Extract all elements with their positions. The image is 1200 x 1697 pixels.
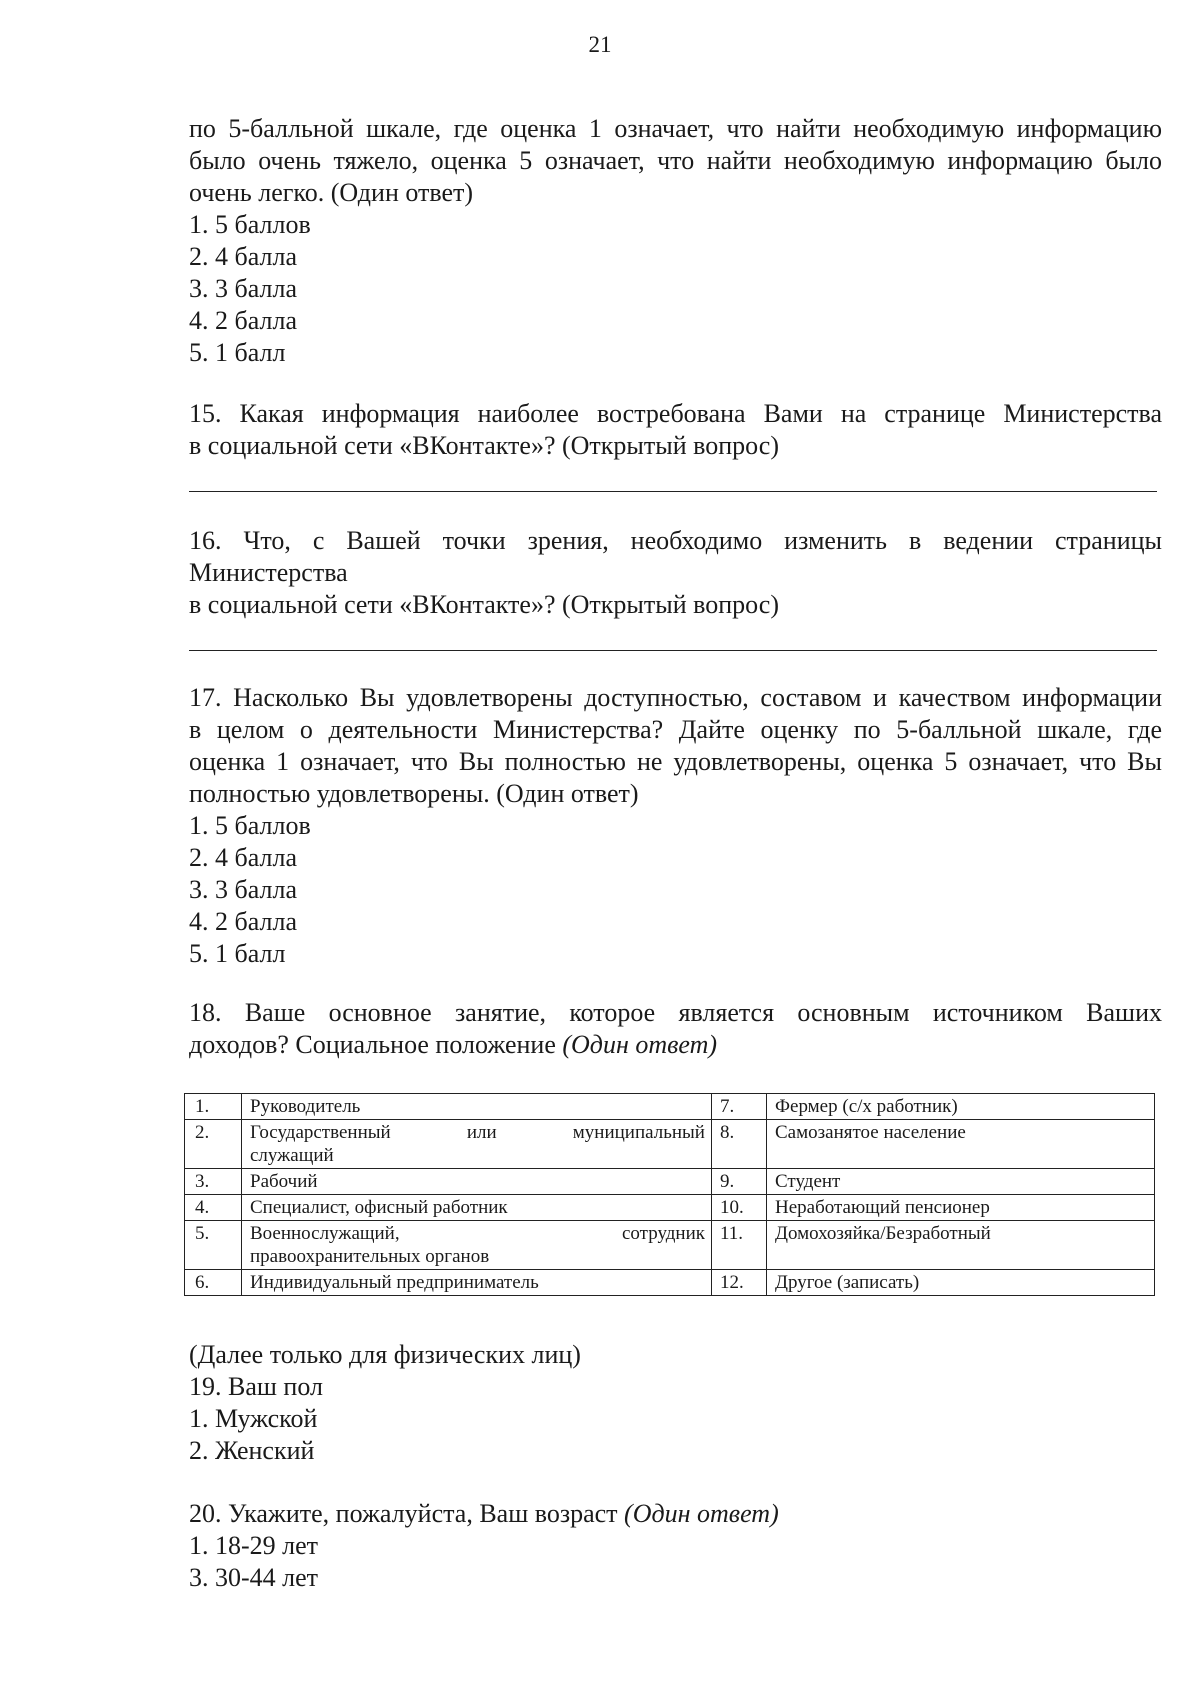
row-number: 9. <box>712 1169 767 1195</box>
answer-option: 2. 4 балла <box>189 242 297 271</box>
table-row <box>185 1120 1155 1169</box>
question-15-text <box>189 398 1162 462</box>
answer-option: 4. 2 балла <box>189 907 297 936</box>
occupation-table <box>184 1093 1155 1296</box>
occupation-cell[interactable]: Неработающий пенсионер <box>767 1195 1155 1221</box>
occupation-cell[interactable]: Самозанятое население <box>767 1120 1155 1169</box>
question-17-line: оценка 1 означает, что Вы полностью не удовлетворены, оценка 5 означает, что Вы <box>189 747 1162 776</box>
question-16-text <box>189 525 1162 621</box>
occupation-cell-word: сотрудник <box>621 1223 705 1244</box>
question-15-line: в социальной сети «ВКонтакте»? (Открытый вопрос) <box>189 431 780 460</box>
occupation-cell[interactable]: Специалист, офисный работник <box>242 1195 712 1221</box>
row-number: 10. <box>712 1195 767 1221</box>
section-note: (Далее только для физических лиц) <box>189 1340 581 1369</box>
question-16-line: 16. Что, с Вашей точки зрения, необходимо изменить в ведении страницы <box>189 526 1162 555</box>
table-row <box>185 1221 1155 1270</box>
answer-option: 2. 4 балла <box>189 843 297 872</box>
question-17-line: полностью удовлетворены. (Один ответ) <box>189 779 639 808</box>
question-20-text <box>189 1498 1162 1594</box>
row-number: 2. <box>185 1120 242 1169</box>
occupation-cell[interactable]: Домохозяйка/Безработный <box>767 1221 1155 1270</box>
answer-option: 5. 1 балл <box>189 939 286 968</box>
row-number: 11. <box>712 1221 767 1270</box>
occupation-cell[interactable]: Студент <box>767 1169 1155 1195</box>
page-number: 21 <box>588 32 612 57</box>
row-number: 5. <box>185 1221 242 1270</box>
question-17-line: 17. Насколько Вы удовлетворены доступностью, составом и качеством информации <box>189 683 1162 712</box>
question-15-line: 15. Какая информация наиболее востребована Вами на странице Министерства <box>189 399 1162 428</box>
answer-hint: (Один ответ) <box>562 1030 718 1059</box>
answer-option: 4. 2 балла <box>189 306 297 335</box>
question-20-title <box>189 1498 1162 1530</box>
question-14-text <box>189 113 1162 369</box>
table-row <box>185 1195 1155 1221</box>
answer-option: 5. 1 балл <box>189 338 286 367</box>
answer-option: 3. 30-44 лет <box>189 1563 319 1592</box>
question-17-text <box>189 682 1162 970</box>
occupation-cell[interactable] <box>242 1221 712 1270</box>
answer-option: 3. 3 балла <box>189 875 297 904</box>
table-row <box>185 1094 1155 1120</box>
occupation-cell-word: или <box>466 1122 497 1143</box>
row-number: 3. <box>185 1169 242 1195</box>
question-14-line: было очень тяжело, оценка 5 означает, что найти необходимую информацию было <box>189 146 1162 175</box>
occupation-cell[interactable]: Рабочий <box>242 1169 712 1195</box>
table-row <box>185 1169 1155 1195</box>
occupation-cell[interactable]: Другое (записать) <box>767 1270 1155 1296</box>
occupation-cell-word: муниципальный <box>572 1122 705 1143</box>
answer-option: 1. Мужской <box>189 1404 318 1433</box>
answer-option: 2. Женский <box>189 1436 315 1465</box>
occupation-cell-line: правоохранительных органов <box>250 1246 490 1267</box>
question-16-line: Министерства <box>189 558 348 587</box>
question-14-line: по 5-балльной шкале, где оценка 1 означает, что найти необходимую информацию <box>189 114 1162 143</box>
answer-line-q15[interactable] <box>189 491 1157 492</box>
answer-option: 3. 3 балла <box>189 274 297 303</box>
occupation-cell[interactable]: Индивидуальный предприниматель <box>242 1270 712 1296</box>
question-14-line: очень легко. (Один ответ) <box>189 178 474 207</box>
question-16-line: в социальной сети «ВКонтакте»? (Открытый вопрос) <box>189 590 780 619</box>
row-number: 7. <box>712 1094 767 1120</box>
answer-line-q16[interactable] <box>189 650 1157 651</box>
occupation-cell-line <box>250 1121 705 1144</box>
question-19-title: 19. Ваш пол <box>189 1372 323 1401</box>
occupation-cell-line <box>250 1222 705 1245</box>
occupation-cell-word: Государственный <box>250 1122 391 1143</box>
answer-option: 1. 18-29 лет <box>189 1531 319 1560</box>
question-18-text <box>189 997 1162 1061</box>
answer-option: 1. 5 баллов <box>189 210 311 239</box>
question-18-line: 18. Ваше основное занятие, которое является основным источником Ваших <box>189 998 1162 1027</box>
answer-option: 1. 5 баллов <box>189 811 311 840</box>
question-18-line <box>189 1029 1162 1061</box>
occupation-cell[interactable] <box>242 1120 712 1169</box>
question-20-title-text: 20. Укажите, пожалуйста, Ваш возраст <box>189 1499 618 1528</box>
row-number: 4. <box>185 1195 242 1221</box>
row-number: 12. <box>712 1270 767 1296</box>
occupation-cell-word: Военнослужащий, <box>250 1223 400 1244</box>
row-number: 1. <box>185 1094 242 1120</box>
question-19-text <box>189 1339 1162 1467</box>
occupation-cell[interactable]: Фермер (с/х работник) <box>767 1094 1155 1120</box>
answer-hint: (Один ответ) <box>624 1499 779 1528</box>
question-17-line: в целом о деятельности Министерства? Дайте оценку по 5-балльной шкале, где <box>189 715 1162 744</box>
occupation-cell-line: служащий <box>250 1145 334 1166</box>
row-number: 6. <box>185 1270 242 1296</box>
question-18-line-text: доходов? Социальное положение <box>189 1030 556 1059</box>
row-number: 8. <box>712 1120 767 1169</box>
table-row <box>185 1270 1155 1296</box>
occupation-cell[interactable]: Руководитель <box>242 1094 712 1120</box>
